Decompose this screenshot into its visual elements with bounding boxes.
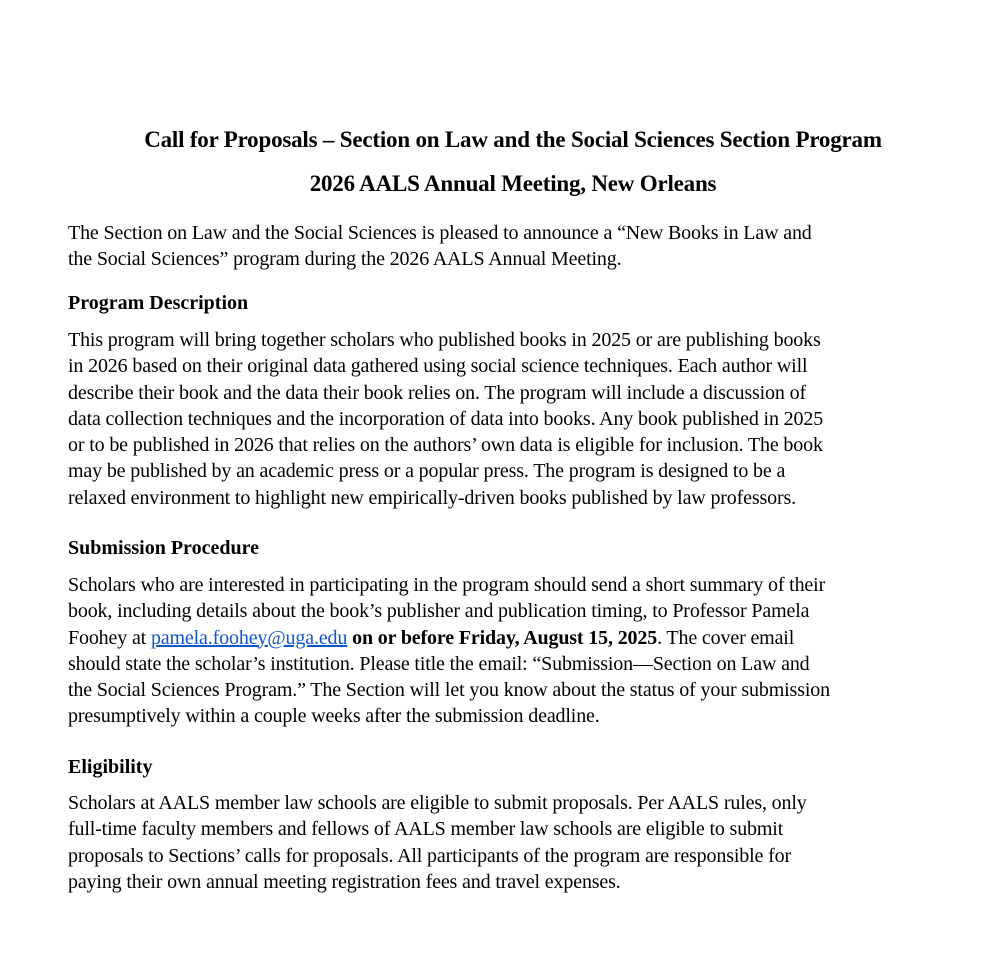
text-line: may be published by an academic press or a popular press. The program is designed to be a [68, 460, 786, 483]
submission-procedure-paragraph [68, 572, 968, 730]
text-line: full-time faculty members and fellows of AALS member law schools are eligible to submit [68, 818, 784, 841]
document-subtitle: 2026 AALS Annual Meeting, New Orleans [309, 171, 717, 196]
text-line: The Section on Law and the Social Sciences is pleased to announce a “New Books in Law and [68, 222, 812, 244]
program-description-heading: Program Description [68, 292, 249, 314]
program-description-paragraph [68, 327, 968, 511]
text-line: data collection techniques and the incorporation of data into books. Any book published in 2025 [68, 407, 824, 430]
email-link[interactable]: pamela.foohey@uga.edu [150, 626, 348, 649]
text-line: paying their own annual meeting registration fees and travel expenses. [68, 870, 621, 893]
text-line: the Social Sciences Program.” The Section will let you know about the status of your submission [68, 679, 830, 702]
eligibility-heading: Eligibility [68, 756, 153, 778]
text-line: describe their book and the data their book relies on. The program will include a discussion of [68, 381, 806, 404]
intro-paragraph [68, 220, 968, 273]
text-line: should state the scholar’s institution. Please title the email: “Submission—Section on Law and [68, 652, 810, 675]
text-line: Scholars who are interested in participating in the program should send a short summary of their [68, 574, 826, 596]
text-fragment: . The cover email [657, 626, 795, 649]
text-line: the Social Sciences” program during the 2026 AALS Annual Meeting. [68, 248, 622, 271]
document-title: Call for Proposals – Section on Law and the Social Sciences Section Program [144, 127, 882, 152]
text-line-with-email [68, 625, 968, 651]
text-line: relaxed environment to highlight new empirically-driven books published by law professors. [68, 486, 797, 509]
eligibility-paragraph [68, 790, 968, 895]
submission-procedure-heading: Submission Procedure [68, 537, 259, 559]
text-line: book, including details about the book’s publisher and publication timing, to Professor Pamela [68, 600, 810, 623]
text-line: presumptively within a couple weeks after the submission deadline. [68, 705, 600, 728]
text-line: This program will bring together scholars who published books in 2025 or are publishing books [68, 329, 821, 351]
text-fragment: Foohey at [68, 626, 151, 649]
deadline-text: on or before Friday, August 15, 2025 [347, 626, 658, 649]
text-line: in 2026 based on their original data gathered using social science techniques. Each author will [68, 355, 808, 378]
text-line: or to be published in 2026 that relies on the authors’ own data is eligible for inclusion. The book [68, 434, 823, 457]
text-line: Scholars at AALS member law schools are eligible to submit proposals. Per AALS rules, only [68, 792, 807, 814]
text-line: proposals to Sections’ calls for proposals. All participants of the program are responsible for [68, 844, 791, 867]
